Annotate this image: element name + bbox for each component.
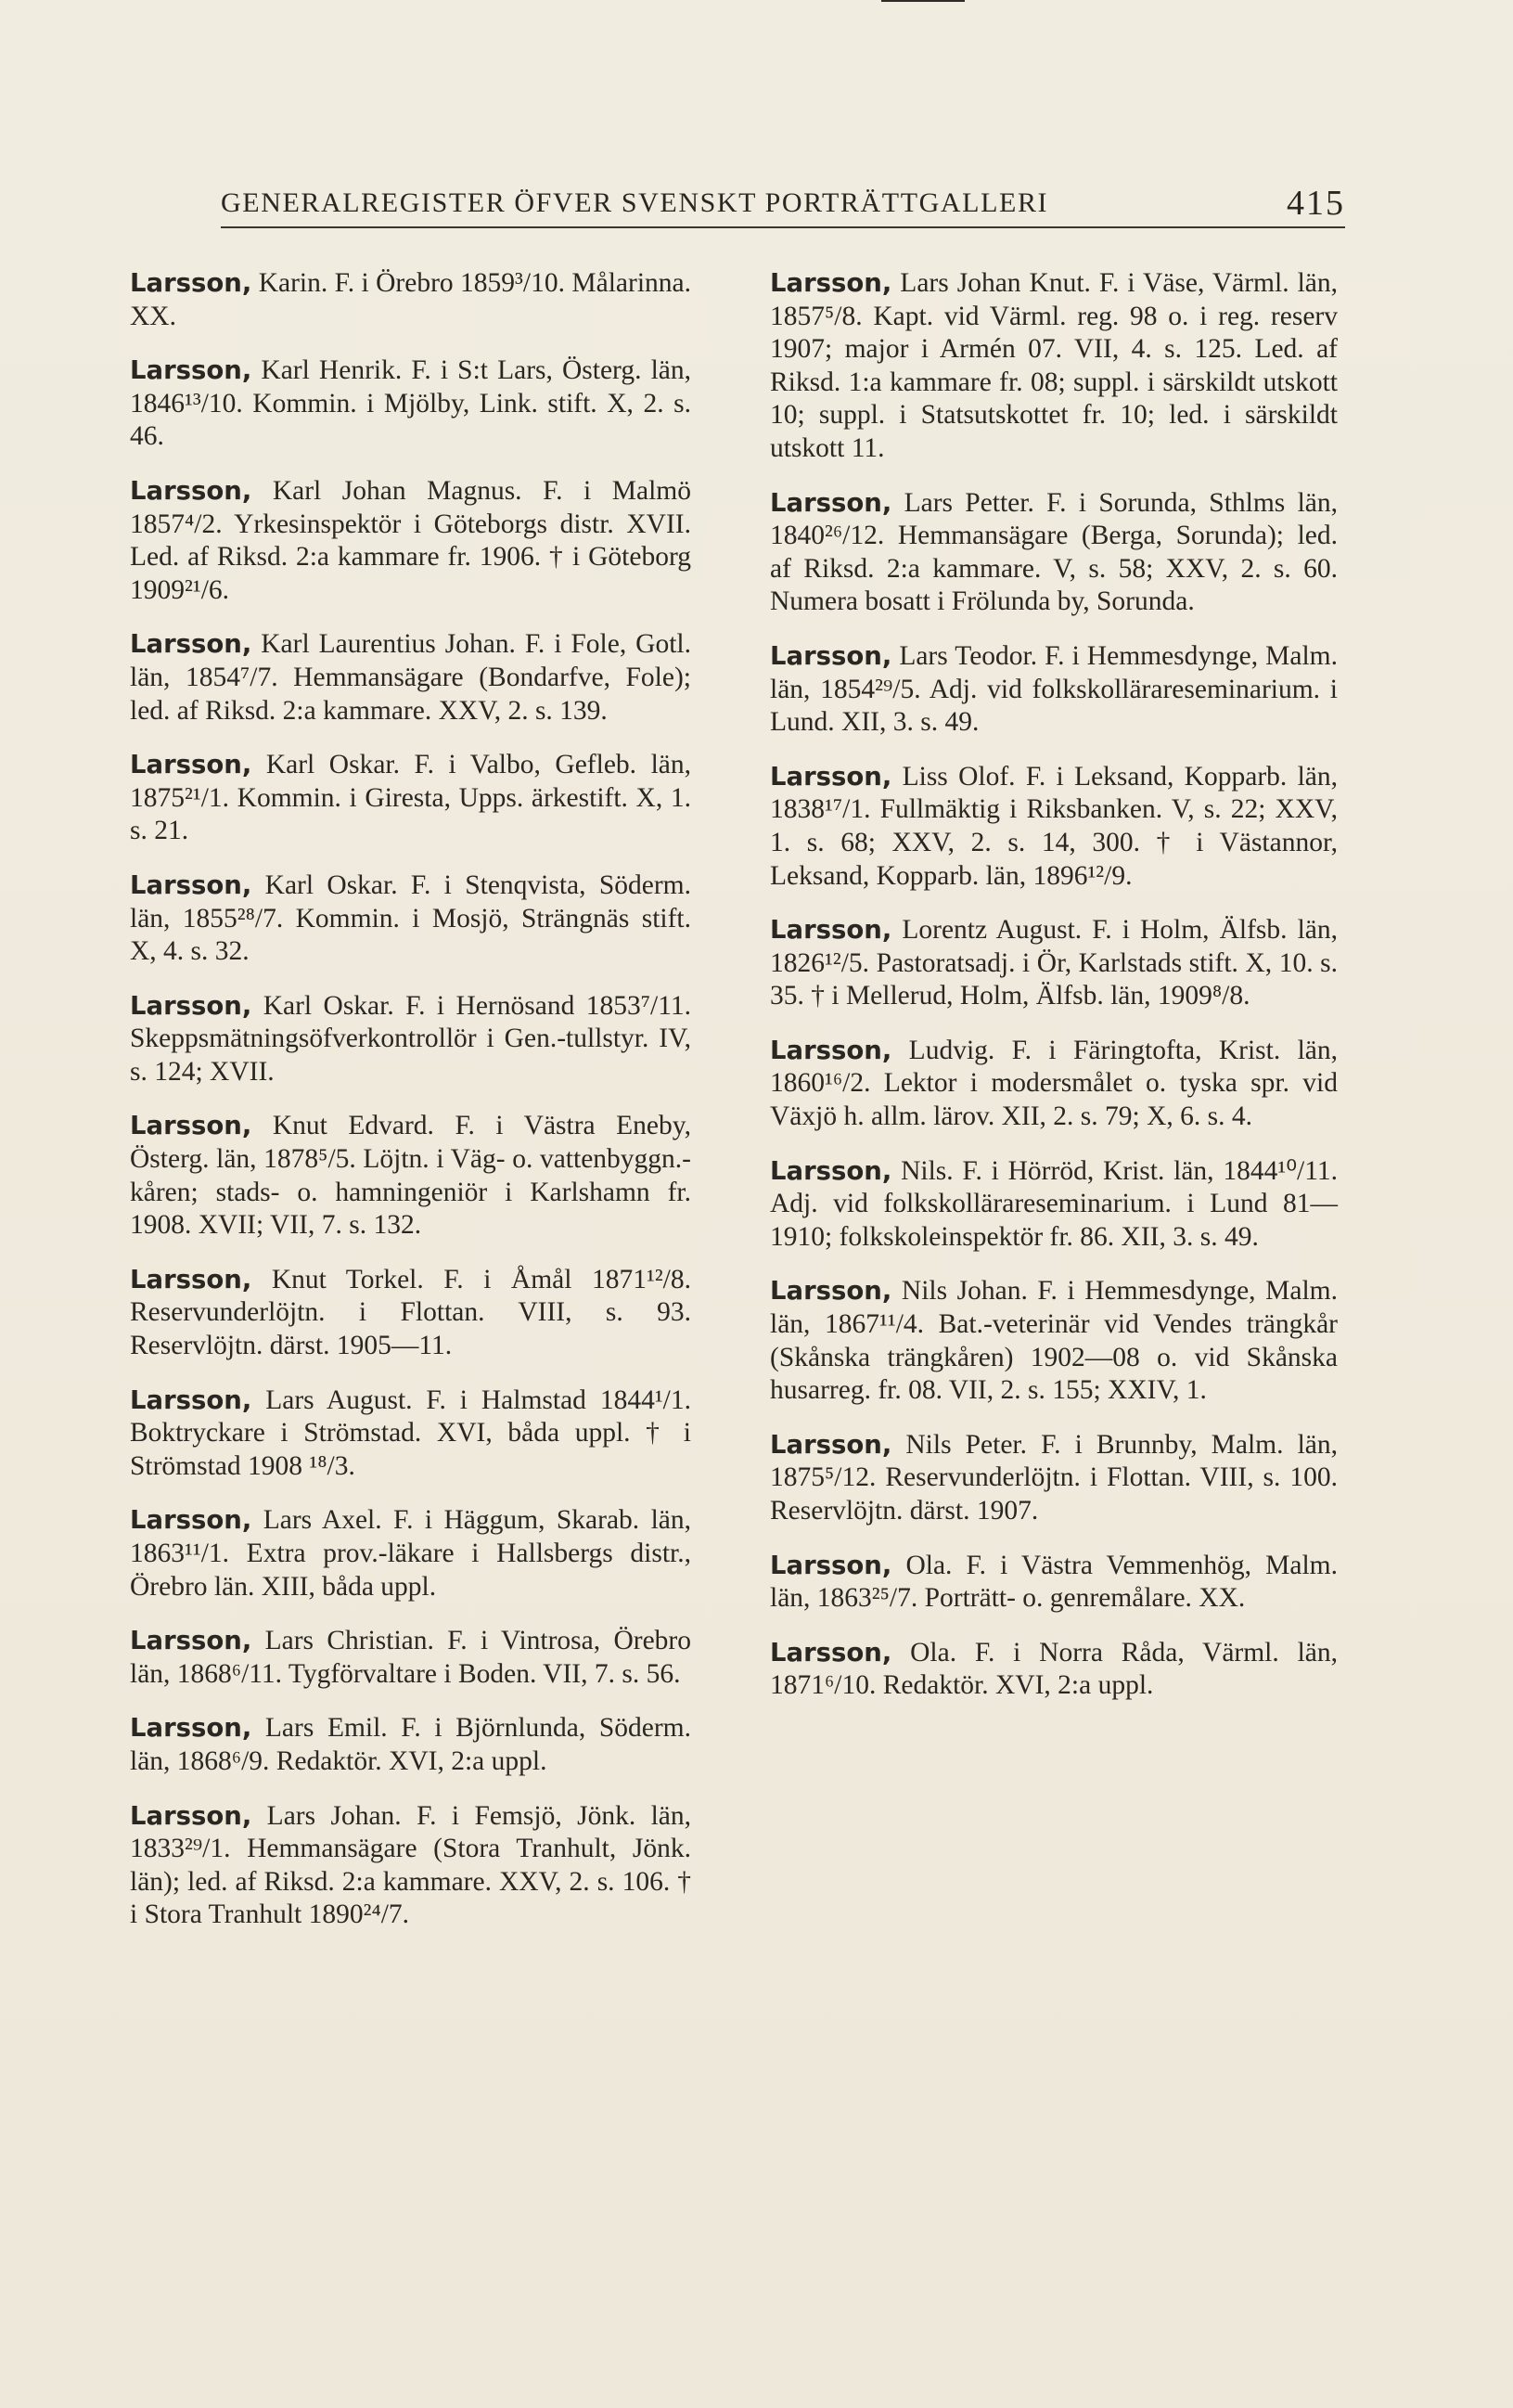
entry-surname: Larsson, xyxy=(130,869,252,900)
running-header xyxy=(221,180,1345,228)
entry-surname: Larsson, xyxy=(130,355,252,386)
entry-surname: Larsson, xyxy=(130,750,252,780)
page-number: 415 xyxy=(1287,184,1345,223)
register-entry xyxy=(770,1429,1338,1528)
entry-surname: Larsson, xyxy=(770,640,892,671)
entry-details: Lorentz August. F. i Holm, Älfsb. län, 1826¹²/5. Pastoratsadj. i Ör, Karlstads stift. X, 10. s. 35. † i Mellerud, Holm, Älfsb. län, 1909⁸/8. xyxy=(770,915,1338,1011)
entry-details: Lars Johan Knut. F. i Väse, Värml. län, 1857⁵/8. Kapt. vid Värml. reg. 98 o. i reg. reserv 1907; major i Armén 07. VII, 4. s. 125. Led. af Riksd. 1:a kammare fr. 08; suppl. i särskildt utskott 10; suppl. i Statsutskottet fr. 10; led. i särskildt utskott 11. xyxy=(770,268,1338,463)
register-entry xyxy=(130,1625,691,1691)
entry-details: Lars Emil. F. i Björnlunda, Söderm. län, 1868⁶/9. Redaktör. XVI, 2:a uppl. xyxy=(130,1713,691,1776)
entry-details: Knut Edvard. F. i Västra Eneby, Österg. län, 1878⁵/5. Löjtn. i Väg- o. vattenbyggn.-kåren; stads- o. hamningeniör i Karlshamn fr. 1908. XVII; VII, 7. s. 132. xyxy=(130,1111,691,1241)
entry-surname: Larsson, xyxy=(130,1626,252,1656)
entry-details: Nils. F. i Hörröd, Krist. län, 1844¹⁰/11. Adj. vid folkskollärareseminarium. i Lund 81—1910; folkskoleinspektör fr. 86. XII, 3. s. 49. xyxy=(770,1155,1338,1252)
register-entry xyxy=(130,1712,691,1778)
entry-details: Lars Axel. F. i Häggum, Skarab. län, 1863¹¹/1. Extra prov.-läkare i Hallsbergs distr., Örebro län. XIII, båda uppl. xyxy=(130,1505,691,1602)
entry-surname: Larsson, xyxy=(130,268,252,298)
entry-surname: Larsson, xyxy=(130,1713,252,1744)
entry-surname: Larsson, xyxy=(130,475,252,506)
entry-surname: Larsson, xyxy=(130,1264,252,1294)
register-entry xyxy=(130,1264,691,1363)
entry-surname: Larsson, xyxy=(770,1429,892,1460)
entry-surname: Larsson, xyxy=(770,1550,892,1580)
entry-details: Nils Peter. F. i Brunnby, Malm. län, 1875⁵/12. Reservunderlöjtn. i Flottan. VIII, s. 100. Reservlöjtn. därst. 1907. xyxy=(770,1429,1338,1526)
entry-details: Lars Teodor. F. i Hemmesdynge, Malm. län, 1854²⁹/5. Adj. vid folkskollärareseminarium. i Lund. XII, 3. s. 49. xyxy=(770,640,1338,738)
register-entry xyxy=(770,1637,1338,1703)
register-entry xyxy=(770,1550,1338,1616)
entry-surname: Larsson, xyxy=(770,1637,892,1668)
entry-surname: Larsson, xyxy=(770,915,892,946)
entry-surname: Larsson, xyxy=(770,268,892,298)
register-entry xyxy=(770,1035,1338,1134)
register-entry xyxy=(770,1155,1338,1255)
entry-details: Ola. F. i Västra Vemmenhög, Malm. län, 1863²⁵/7. Porträtt- o. genremålare. XX. xyxy=(770,1550,1338,1614)
entry-details: Karl Oskar. F. i Stenqvista, Söderm. län, 1855²⁸/7. Kommin. i Mosjö, Strängnäs stift. X, 4. s. 32. xyxy=(130,869,691,967)
entry-details: Lars Johan. F. i Femsjö, Jönk. län, 1833²⁹/1. Hemmansägare (Stora Tranhult, Jönk. län); led. af Riksd. 2:a kammare. XXV, 2. s. 106. † i Stora Tranhult 1890²⁴/7. xyxy=(130,1800,691,1930)
register-entry xyxy=(130,475,691,607)
register-entry xyxy=(130,990,691,1089)
entry-details: Karin. F. i Örebro 1859³/10. Målarinna. XX. xyxy=(130,268,691,331)
entry-details: Karl Laurentius Johan. F. i Fole, Gotl. län, 1854⁷/7. Hemmansägare (Bondarfve, Fole); led. af Riksd. 2:a kammare. XXV, 2. s. 139. xyxy=(130,629,691,726)
entry-details: Lars Petter. F. i Sorunda, Sthlms län, 1840²⁶/12. Hemmansägare (Berga, Sorunda); led. af Riksd. 2:a kammare. V, s. 58; XXV, 2. s. 60. Numera bosatt i Frölunda by, Sorunda. xyxy=(770,487,1338,617)
entry-surname: Larsson, xyxy=(770,761,892,792)
register-entry xyxy=(770,914,1338,1013)
register-entry xyxy=(770,1275,1338,1407)
left-column xyxy=(130,267,691,1953)
entry-surname: Larsson, xyxy=(130,1505,252,1536)
entry-surname: Larsson, xyxy=(130,990,252,1021)
register-entry xyxy=(130,1110,691,1242)
entry-surname: Larsson, xyxy=(130,1111,252,1141)
header-title: GENERALREGISTER ÖFVER SVENSKT PORTRÄTTGALLERI xyxy=(221,187,1049,218)
entry-details: Karl Oskar. F. i Valbo, Gefleb. län, 1875²¹/1. Kommin. i Giresta, Upps. ärkestift. X, 1. s. 21. xyxy=(130,750,691,846)
entry-surname: Larsson, xyxy=(770,1155,892,1186)
entry-surname: Larsson, xyxy=(770,1276,892,1307)
entry-details: Karl Johan Magnus. F. i Malmö 1857⁴/2. Yrkesinspektör i Göteborgs distr. XVII. Led. af Riksd. 2:a kammare fr. 1906. † i Göteborg 1909²¹/6. xyxy=(130,475,691,605)
entry-surname: Larsson, xyxy=(770,487,892,518)
entry-details: Ludvig. F. i Färingtofta, Krist. län, 1860¹⁶/2. Lektor i modersmålet o. tyska spr. vid Växjö h. allm. lärov. XII, 2. s. 79; X, 6. s. 4. xyxy=(770,1035,1338,1132)
register-entry xyxy=(130,869,691,969)
register-entry xyxy=(130,749,691,848)
entry-surname: Larsson, xyxy=(770,1035,892,1065)
register-entry xyxy=(770,267,1338,466)
top-edge-mark xyxy=(881,0,965,2)
register-entry xyxy=(770,761,1338,893)
register-entry xyxy=(770,640,1338,740)
register-entry xyxy=(130,267,691,333)
entry-details: Lars August. F. i Halmstad 1844¹/1. Boktryckare i Strömstad. XVI, båda uppl. † i Strömstad 1908 ¹⁸/3. xyxy=(130,1384,691,1481)
register-entry xyxy=(130,354,691,454)
register-entry xyxy=(130,1800,691,1932)
register-entry xyxy=(130,1384,691,1484)
register-entry xyxy=(130,628,691,728)
entry-surname: Larsson, xyxy=(130,1384,252,1415)
entry-surname: Larsson, xyxy=(130,1800,252,1831)
entry-details: Nils Johan. F. i Hemmesdynge, Malm. län, 1867¹¹/4. Bat.-veterinär vid Vendes trängkår (Skånska trängkåren) 1902—08 o. vid Skånska husarreg. fr. 08. VII, 2. s. 155; XXIV, 1. xyxy=(770,1276,1338,1406)
entry-surname: Larsson, xyxy=(130,629,252,660)
entry-details: Knut Torkel. F. i Åmål 1871¹²/8. Reservunderlöjtn. i Flottan. VIII, s. 93. Reservlöjtn. därst. 1905—11. xyxy=(130,1264,691,1361)
register-entry xyxy=(130,1504,691,1603)
entry-details: Karl Oskar. F. i Hernösand 1853⁷/11. Skeppsmätningsöfverkontrollör i Gen.-tullstyr. IV, s. 124; XVII. xyxy=(130,990,691,1087)
entry-details: Lars Christian. F. i Vintrosa, Örebro län, 1868⁶/11. Tygförvaltare i Boden. VII, 7. s. 56. xyxy=(130,1626,691,1689)
entry-details: Ola. F. i Norra Råda, Värml. län, 1871⁶/10. Redaktör. XVI, 2:a uppl. xyxy=(770,1637,1338,1701)
right-column xyxy=(770,267,1338,1724)
entry-details: Liss Olof. F. i Leksand, Kopparb. län, 1838¹⁷/1. Fullmäktig i Riksbanken. V, s. 22; XXV, 1. s. 68; XXV, 2. s. 14, 300. † i Västannor, Leksand, Kopparb. län, 1896¹²/9. xyxy=(770,761,1338,891)
entry-details: Karl Henrik. F. i S:t Lars, Österg. län, 1846¹³/10. Kommin. i Mjölby, Link. stift. X, 2. s. 46. xyxy=(130,355,691,452)
register-entry xyxy=(770,487,1338,619)
